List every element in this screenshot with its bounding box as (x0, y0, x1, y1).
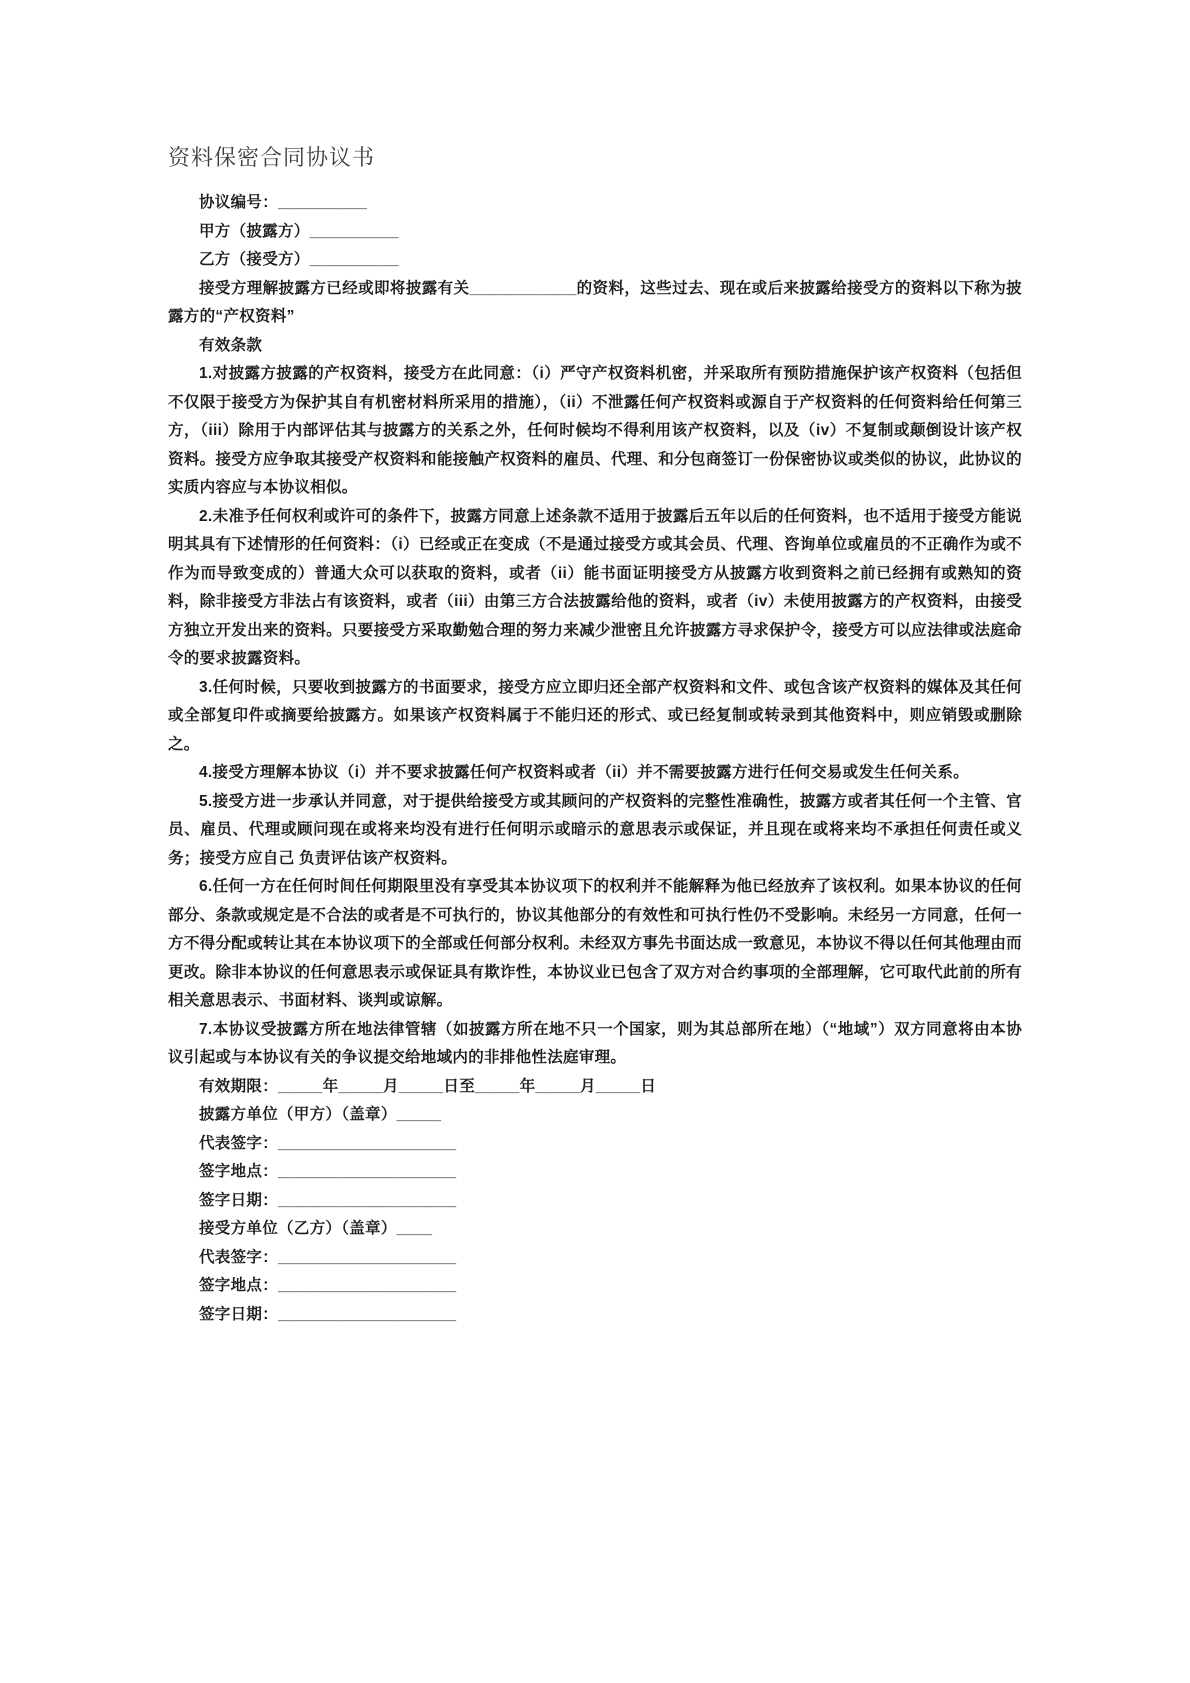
disclosing-sign-date-line: 签字日期：____________________ (199, 1191, 457, 1209)
clause-6: 6.任何一方在任何时间任何期限里没有享受其本协议项下的权利并不能解释为他已经放弃了该权利。如果本协议的任何部分、条款或规定是不合法的或者是不可执行的，协议其他部分的有效性和可执行性仍不受影响。未经另一方同意，任何一方不得分配或转让其在本协议项下的全部或任何部分权利。未经双方事先书面达成一致意见，本协议不得以任何其他理由而更改。除非本协议的任何意思表示或保证具有欺诈性，本协议业已包含了双方对合约事项的全部理解，它可取代此前的所有相关意思表示、书面材料、谈判或谅解。 (168, 878, 1022, 1009)
party-b-line: 乙方（接受方）__________ (199, 251, 399, 268)
receiving-sign-date-line: 签字日期：____________________ (199, 1305, 457, 1323)
clause-1: 1.对披露方披露的产权资料，接受方在此同意：（i）严守产权资料机密，并采取所有预防措施保护该产权资料（包括但不仅限于接受方为保护其自有机密材料所采用的措施），（ii）不泄露任何产权资料或源自于产权资料的任何资料给任何第三方，（iii）除用于内部评估其与披露方的关系之外，任何时候均不得利用该产权资料，以及（iv）不复制或颠倒设计该产权资料。接受方应争取其接受产权资料和能接触产权资料的雇员、代理、和分包商签订一份保密协议或类似的协议，此协议的实质内容应与本协议相似。 (168, 365, 1022, 496)
effective-terms-heading: 有效条款 (199, 336, 263, 354)
disclosing-sign-place-line: 签字地点：____________________ (199, 1163, 457, 1180)
clause-5: 5.接受方进一步承认并同意，对于提供给接受方或其顾问的产权资料的完整性准确性，披露方或者其任何一个主管、官员、雇员、代理或顾问现在或将来均没有进行任何明示或暗示的意思表示或保证，并且现在或将来均不承担任何责任或义务；接受方应自己 负责评估该产权资料。 (168, 792, 1022, 867)
document-body (168, 189, 1022, 1329)
clause-2: 2.未准予任何权利或许可的条件下，披露方同意上述条款不适用于披露后五年以后的任何资料，也不适用于接受方能说明其具有下述情形的任何资料：（i）已经或正在变成（不是通过接受方或其会员、代理、咨询单位或雇员的不正确作为或不作为而导致变成的）普通大众可以获取的资料，或者（ii）能书面证明接受方从披露方收到资料之前已经拥有或熟知的资料，除非接受方非法占有该资料，或者（iii）由第三方合法披露给他的资料，或者（iv）未使用披露方的产权资料，由接受方独立开发出来的资料。只要接受方采取勤勉合理的努力来减少泄密且允许披露方寻求保护令，接受方可以应法律或法庭命令的要求披露资料。 (168, 507, 1022, 667)
validity-period-line: 有效期限：_____年_____月_____日至_____年_____月_____日 (199, 1077, 657, 1095)
receiving-party-seal-line: 接受方单位（乙方）（盖章）____ (199, 1220, 433, 1237)
disclosing-signature-line: 代表签字：____________________ (199, 1134, 457, 1152)
document-title: 资料保密合同协议书 (168, 145, 376, 170)
clause-7: 7.本协议受披露方所在地法律管辖（如披露方所在地不只一个国家，则为其总部所在地）（“地域”）双方同意将由本协议引起或与本协议有关的争议提交给地域内的非排他性法庭审理。 (168, 1020, 1022, 1066)
party-a-line: 甲方（披露方）__________ (199, 222, 399, 240)
receiving-signature-line: 代表签字：____________________ (199, 1248, 457, 1266)
agreement-number-line: 协议编号：__________ (199, 194, 368, 211)
intro-paragraph: 接受方理解披露方已经或即将披露有关____________的资料，这些过去、现在或后来披露给接受方的资料以下称为披露方的“产权资料” (168, 279, 1022, 325)
disclosing-party-seal-line: 披露方单位（甲方）（盖章）_____ (199, 1106, 442, 1123)
receiving-sign-place-line: 签字地点：____________________ (199, 1277, 457, 1294)
clause-3: 3.任何时候，只要收到披露方的书面要求，接受方应立即归还全部产权资料和文件、或包含该产权资料的媒体及其任何或全部复印件或摘要给披露方。如果该产权资料属于不能归还的形式、或已经复制或转录到其他资料中，则应销毁或删除之。 (168, 678, 1022, 753)
clause-4: 4.接受方理解本协议（i）并不要求披露任何产权资料或者（ii）并不需要披露方进行任何交易或发生任何关系。 (199, 764, 969, 781)
